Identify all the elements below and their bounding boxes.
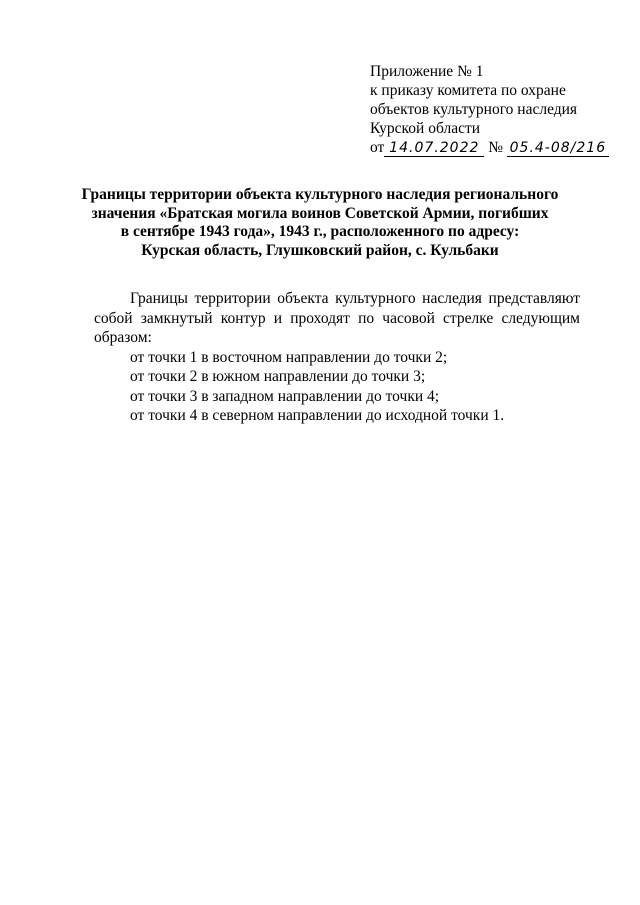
order-from-label: от [370,139,385,156]
boundary-item: от точки 1 в восточном направлении до точки 2; [130,348,448,366]
order-date-number-line [370,138,620,157]
order-date-handwritten: 14.07.2022 [384,141,484,157]
appendix-committee: объектов культурного наследия [370,101,578,118]
title-line: Курская область, Глушковский район, с. Кульбаки [141,241,499,259]
title-line: значения «Братская могила воинов Советской Армии, погибших [91,204,549,222]
document-body [94,289,580,426]
appendix-number: Приложение № 1 [370,63,484,80]
appendix-header [370,62,620,157]
intro-paragraph: Границы территории объекта культурного наследия представляют собой замкнутый контур и проходят по часовой стрелке следующим образом: [94,290,580,346]
appendix-region: Курской области [370,120,481,137]
boundary-item: от точки 3 в западном направлении до точки 4; [130,387,440,405]
order-number-handwritten: 05.4-08/216 [507,141,609,157]
boundary-item: от точки 2 в южном направлении до точки 3; [130,368,426,385]
boundary-item: от точки 4 в северном направлении до исходной точки 1. [130,407,505,424]
order-number-label: № [488,139,503,156]
title-line: Границы территории объекта культурного наследия регионального [81,186,559,203]
document-title [60,186,580,260]
title-line: в сентябре 1943 года», 1943 г., расположенного по адресу: [120,223,520,240]
appendix-order-reference: к приказу комитета по охране [370,82,566,99]
